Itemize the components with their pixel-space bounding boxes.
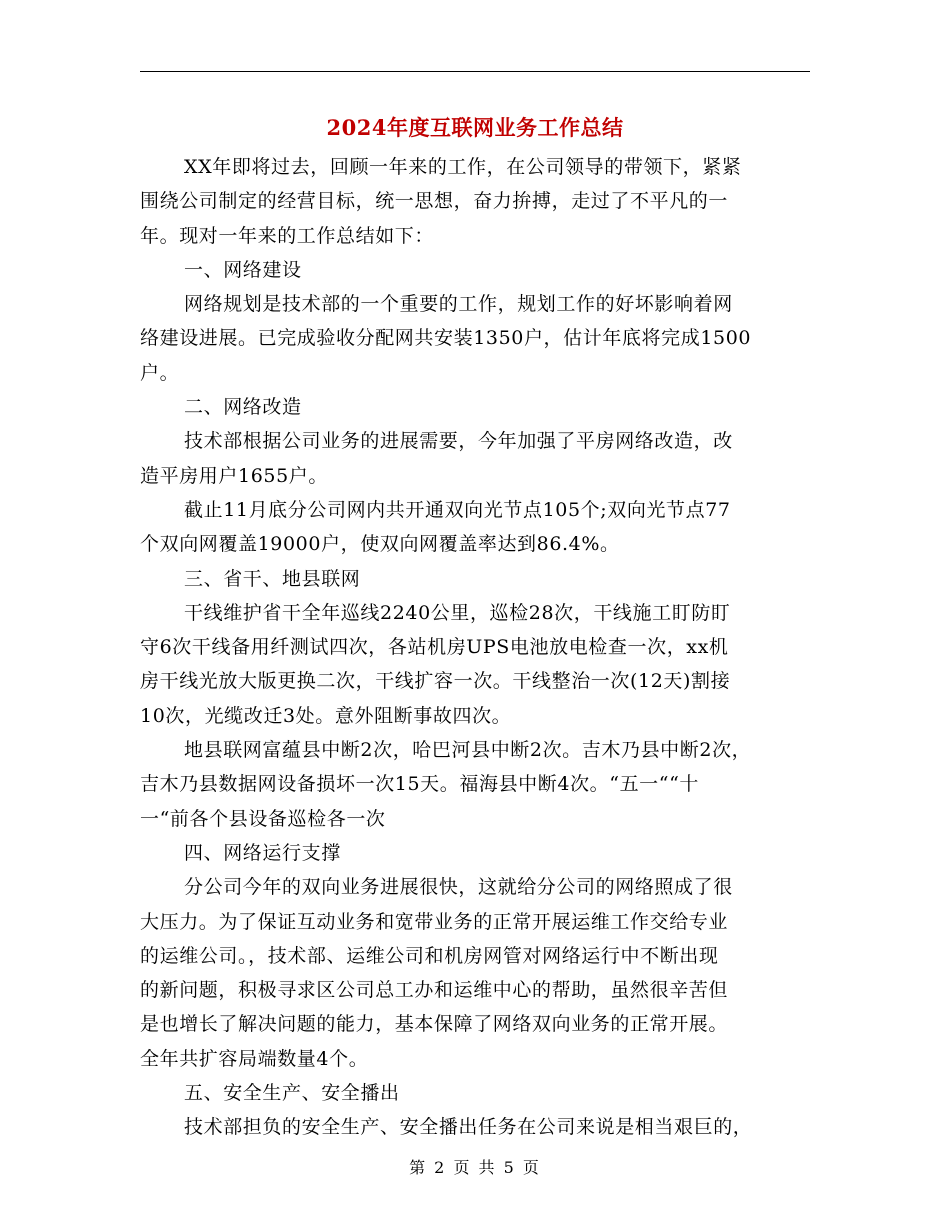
text-line: 守6次干线备用纤测试四次，各站机房UPS电池放电检查一次，xx机 <box>140 636 729 659</box>
text-line: 户。 <box>140 361 180 384</box>
text-line: 10次，光缆改迁3处。意外阻断事故四次。 <box>140 704 512 727</box>
text-line: 二、网络改造 <box>184 396 302 419</box>
text-line: 五、安全生产、安全播出 <box>184 1082 400 1105</box>
text-line: 一、网络建设 <box>184 258 302 281</box>
text-line: 个双向网覆盖19000户，使双向网覆盖率达到86.4%。 <box>140 533 620 556</box>
text-line: 年。现对一年来的工作总结如下： <box>140 224 435 247</box>
header-rule <box>140 71 810 72</box>
document-body <box>140 150 830 1145</box>
text-line: 干线维护省干全年巡线2240公里，巡检28次，干线施工盯防盯 <box>184 601 731 624</box>
text-line: 四、网络运行支撑 <box>184 841 341 864</box>
text-line: 技术部担负的安全生产、安全播出任务在公司来说是相当艰巨的， <box>184 1116 753 1139</box>
text-line: 吉木乃县数据网设备损坏一次15天。福海县中断4次。“五一““十 <box>140 773 700 796</box>
text-line: 的运维公司。，技术部、运维公司和机房网管对网络运行中不断出现 <box>140 944 719 967</box>
text-line: 地县联网富蕴县中断2次，哈巴河县中断2次。吉木乃县中断2次， <box>184 739 752 762</box>
text-line: 围绕公司制定的经营目标，统一思想，奋力拚搏，走过了不平凡的一 <box>140 190 729 213</box>
page-footer: 第 2 页 共 5 页 <box>409 1158 541 1177</box>
text-line: 三、省干、地县联网 <box>184 567 361 590</box>
text-line: 分公司今年的双向业务进展很快，这就给分公司的网络照成了很 <box>184 876 733 899</box>
text-line: 造平房用户1655户。 <box>140 464 328 487</box>
document-title: 2024年度互联网业务工作总结 <box>326 115 624 140</box>
text-line: 截止11月底分公司网内共开通双向光节点105个;双向光节点77 <box>184 498 731 521</box>
text-line: 大压力。为了保证互动业务和宽带业务的正常开展运维工作交给专业 <box>140 910 729 933</box>
text-line: 全年共扩容局端数量4个。 <box>140 1047 369 1070</box>
text-line: 一“前各个县设备巡检各一次 <box>140 807 386 830</box>
text-line: 技术部根据公司业务的进展需要，今年加强了平房网络改造，改 <box>184 430 733 453</box>
text-line: XX年即将过去，回顾一年来的工作，在公司领导的带领下，紧紧 <box>184 156 742 178</box>
text-line: 的新问题，积极寻求区公司总工办和运维中心的帮助，虽然很辛苦但 <box>140 979 729 1002</box>
text-line: 网络规划是技术部的一个重要的工作，规划工作的好坏影响着网 <box>184 293 733 316</box>
text-line: 是也增长了解决问题的能力，基本保障了网络双向业务的正常开展。 <box>140 1013 729 1036</box>
text-line: 络建设进展。已完成验收分配网共安装1350户，估计年底将完成1500 <box>140 327 752 350</box>
text-line: 房干线光放大版更换二次，干线扩容一次。干线整治一次(12天)割接 <box>140 670 731 693</box>
